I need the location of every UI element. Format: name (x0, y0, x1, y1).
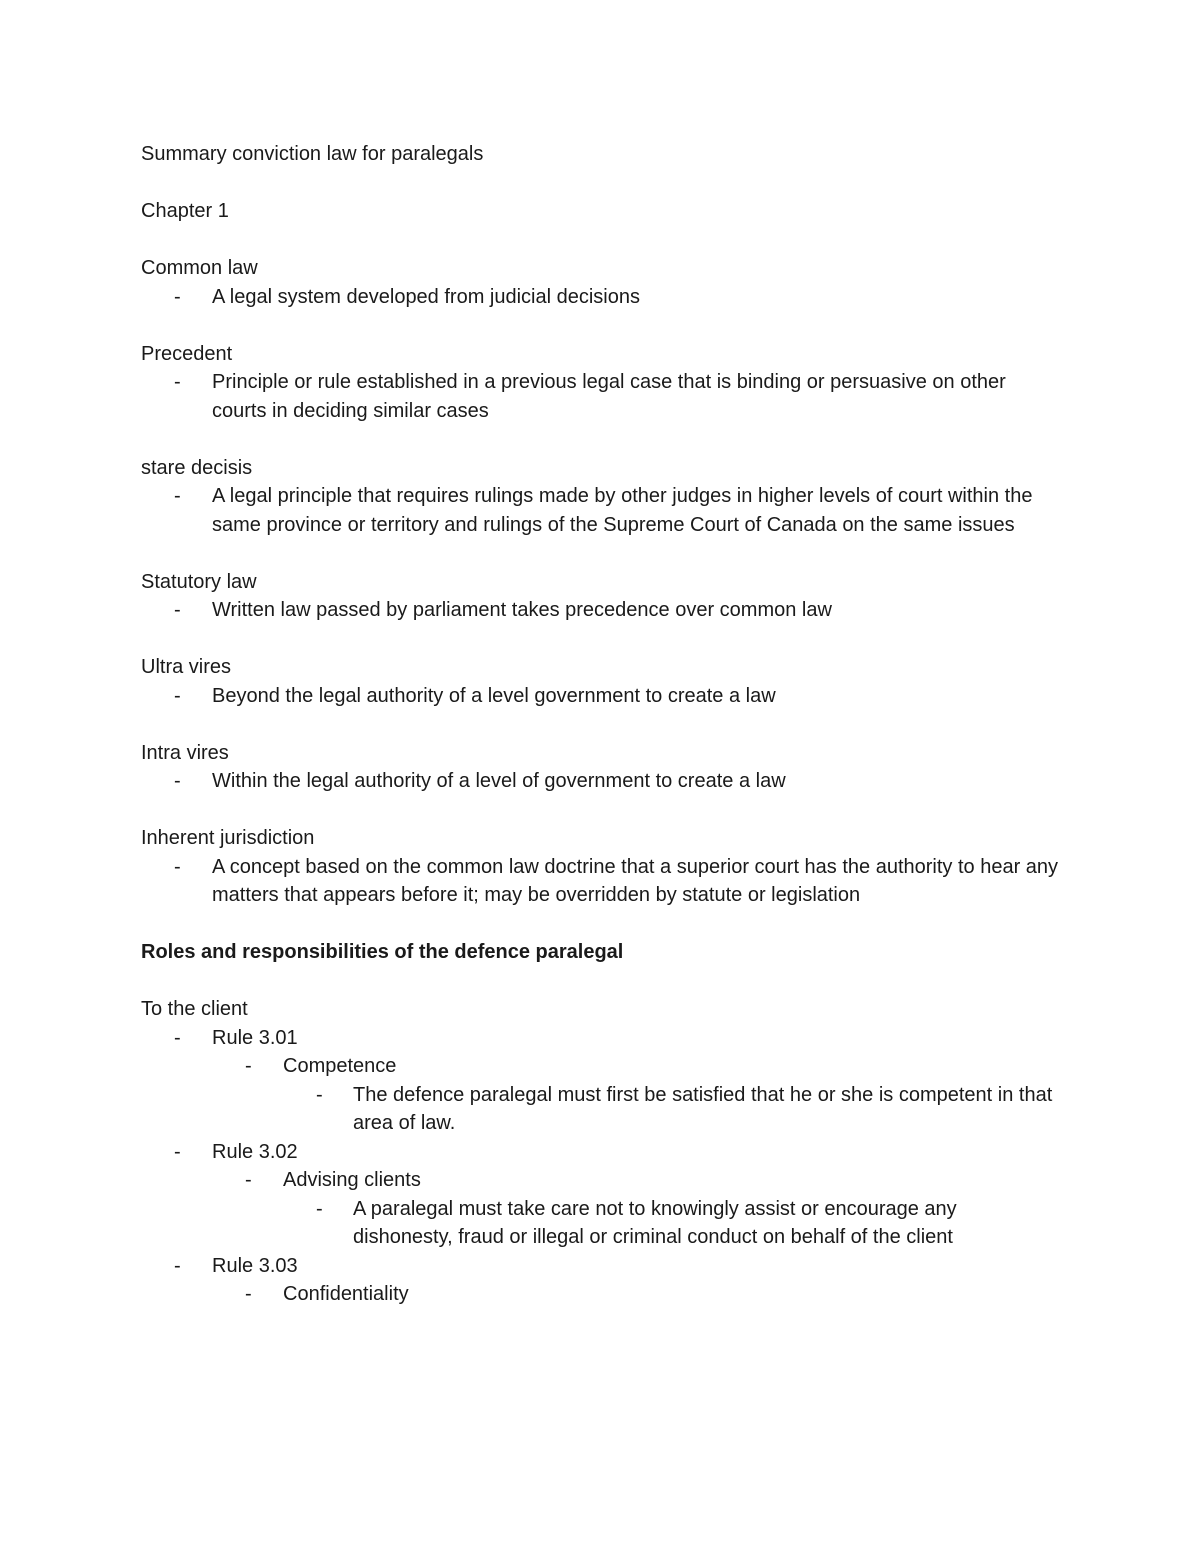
definition-text: Within the legal authority of a level of government to create a law (212, 770, 786, 792)
dash-bullet: - (174, 770, 181, 792)
rule-topic-item (141, 1052, 1061, 1081)
dash-bullet: - (174, 599, 181, 621)
rule-label: Rule 3.02 (212, 1140, 298, 1163)
definition-item (141, 368, 1061, 425)
dash-bullet: - (245, 1283, 252, 1305)
dash-bullet: - (245, 1055, 252, 1077)
dash-bullet: - (174, 1254, 181, 1277)
dash-bullet: - (245, 1169, 252, 1191)
dash-bullet: - (174, 684, 181, 707)
definition-text: A legal system developed from judicial decisions (212, 285, 640, 308)
definition-text: Written law passed by parliament takes precedence over common law (212, 599, 832, 621)
term-heading: Intra vires (141, 741, 229, 764)
document-title: Summary conviction law for paralegals (141, 143, 484, 165)
rule-detail-item (141, 1195, 1053, 1252)
term-heading: Precedent (141, 342, 233, 365)
term-heading: Common law (141, 257, 258, 279)
rule-detail-item (141, 1081, 1053, 1138)
dash-bullet: - (316, 1083, 323, 1106)
rule-topic-item (141, 1166, 1061, 1195)
definition-text: Principle or rule established in a previous legal case that is binding or persuasive on other courts in deciding similar cases (212, 371, 1006, 422)
definition-item (141, 596, 1061, 625)
definition-text: A legal principle that requires rulings made by other judges in higher levels of court within the same province or territory and rulings of the Supreme Court of Canada on the same issues (212, 485, 1033, 536)
rule-topic: Competence (283, 1055, 397, 1077)
definition-item (141, 482, 1061, 539)
dash-bullet: - (316, 1197, 323, 1220)
rule-topic: Confidentiality (283, 1283, 409, 1305)
definition-item (141, 682, 1061, 711)
rule-detail: A paralegal must take care not to knowingly assist or encourage any dishonesty, fraud or illegal or criminal conduct on behalf of the client (353, 1197, 957, 1248)
term-heading: Ultra vires (141, 656, 232, 678)
dash-bullet: - (174, 855, 181, 878)
rule-topic: Advising clients (283, 1169, 421, 1191)
rule-topic-item (141, 1280, 1061, 1309)
dash-bullet: - (174, 485, 181, 507)
document-body (141, 140, 1061, 1309)
rule-label: Rule 3.01 (212, 1026, 298, 1049)
dash-bullet: - (174, 371, 181, 393)
definition-text: Beyond the legal authority of a level government to create a law (212, 684, 776, 707)
section-heading: Roles and responsibilities of the defence paralegal (141, 941, 624, 963)
term-heading: Statutory law (141, 570, 257, 593)
rule-detail: The defence paralegal must first be satisfied that he or she is competent in that area of law. (353, 1083, 1053, 1134)
dash-bullet: - (174, 285, 181, 308)
definition-item (141, 283, 1061, 312)
rule-item (141, 1024, 1061, 1053)
dash-bullet: - (174, 1140, 181, 1163)
definition-item (141, 853, 1061, 910)
chapter-heading: Chapter 1 (141, 200, 229, 222)
dash-bullet: - (174, 1026, 181, 1049)
term-heading: Inherent jurisdiction (141, 827, 315, 849)
rule-item (141, 1252, 1061, 1281)
term-heading: stare decisis (141, 456, 253, 479)
definition-item (141, 767, 1061, 796)
subsection-heading: To the client (141, 998, 248, 1020)
rule-label: Rule 3.03 (212, 1254, 298, 1277)
definition-text: A concept based on the common law doctrine that a superior court has the authority to hear any matters that appears before it; may be overridden by statute or legislation (212, 855, 1059, 906)
rule-item (141, 1138, 1061, 1167)
